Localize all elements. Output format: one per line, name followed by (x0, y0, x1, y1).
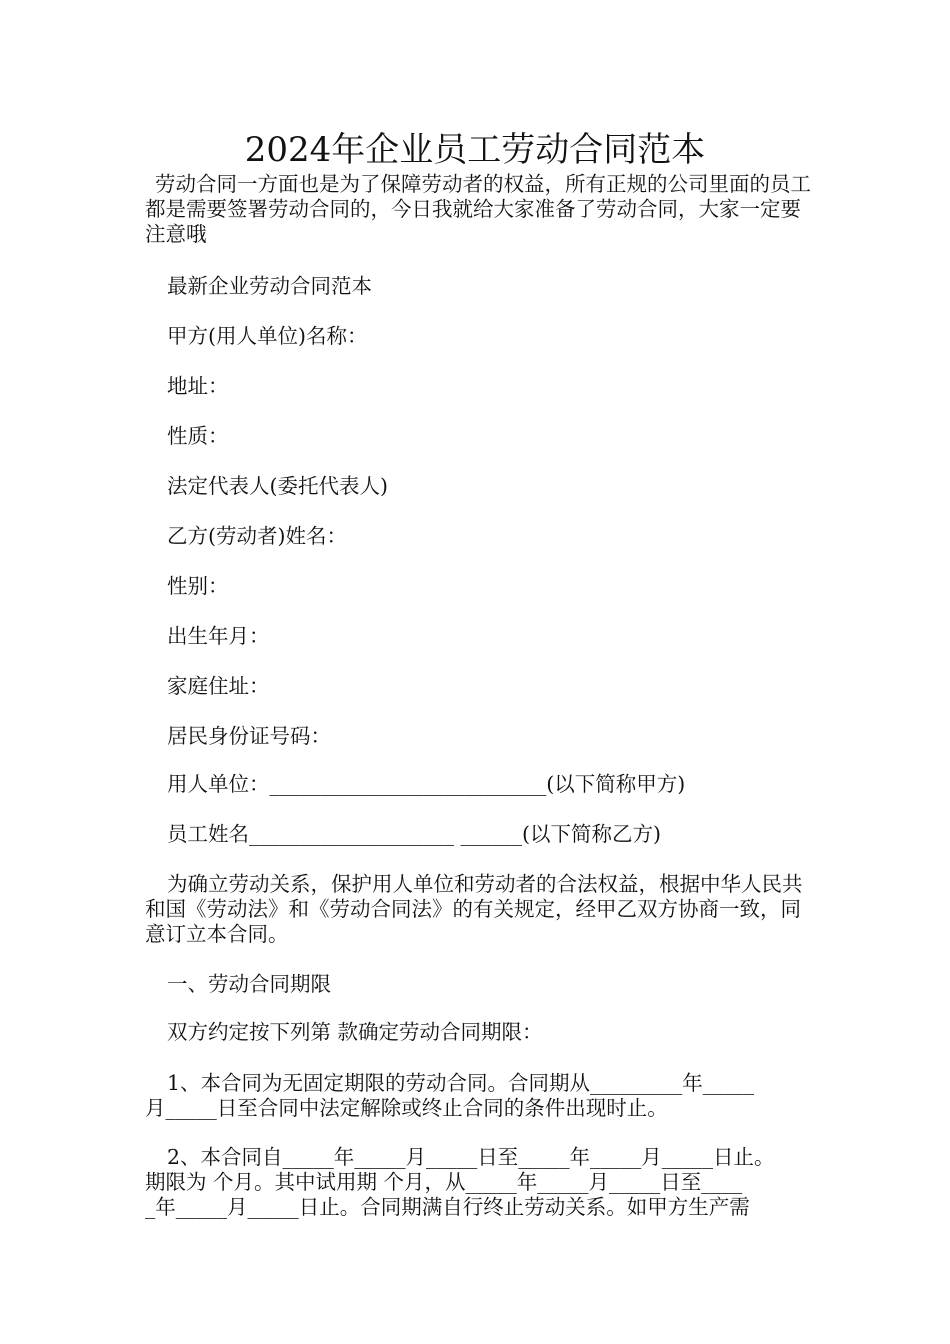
section1-heading: 一、劳动合同期限 (167, 972, 331, 996)
clause1-line1: 1、本合同为无固定期限的劳动合同。合同期从_________年_____ (167, 1071, 755, 1095)
gender-field: 性别： (167, 574, 229, 598)
home-address-field: 家庭住址： (167, 674, 270, 698)
subtitle: 最新企业劳动合同范本 (167, 274, 372, 298)
clause2-line3: _年_____月_____日止。合同期满自行终止劳动关系。如甲方生产需 (145, 1195, 750, 1219)
legal-rep-field: 法定代表人(委托代表人) (167, 474, 388, 498)
preamble-paragraph: 为确立劳动关系，保护用人单位和劳动者的合法权益，根据中华人民共和国《劳动法》和《劳动合同法》的有关规定，经甲乙双方协商一致，同意订立本合同。 (145, 872, 803, 946)
nature-field: 性质： (167, 424, 229, 448)
document-title: 2024年企业员工劳动合同范本 (244, 130, 706, 170)
address-field: 地址： (167, 374, 229, 398)
birth-field: 出生年月： (167, 624, 270, 648)
party-b-name-field: 乙方(劳动者)姓名： (167, 524, 347, 548)
id-number-field: 居民身份证号码： (167, 724, 331, 748)
clause2-line1: 2、本合同自_____年_____月_____日至_____年_____月_____日止。 (167, 1145, 775, 1169)
section1-intro: 双方约定按下列第 款确定劳动合同期限： (167, 1020, 543, 1044)
intro-paragraph: 劳动合同一方面也是为了保障劳动者的权益，所有正规的公司里面的员工都是需要签署劳动合同的，今日我就给大家准备了劳动合同，大家一定要注意哦 (145, 172, 811, 246)
employee-line: 员工姓名____________________ ______(以下简称乙方) (167, 822, 662, 846)
clause2-line2: 期限为 个月。其中试用期 个月，从_____年_____月_____日至____ (145, 1170, 743, 1194)
party-a-name-field: 甲方(用人单位)名称： (167, 324, 368, 348)
employer-line: 用人单位：___________________________(以下简称甲方) (167, 772, 686, 796)
clause1-line2: 月_____日至合同中法定解除或终止合同的条件出现时止。 (145, 1096, 668, 1120)
